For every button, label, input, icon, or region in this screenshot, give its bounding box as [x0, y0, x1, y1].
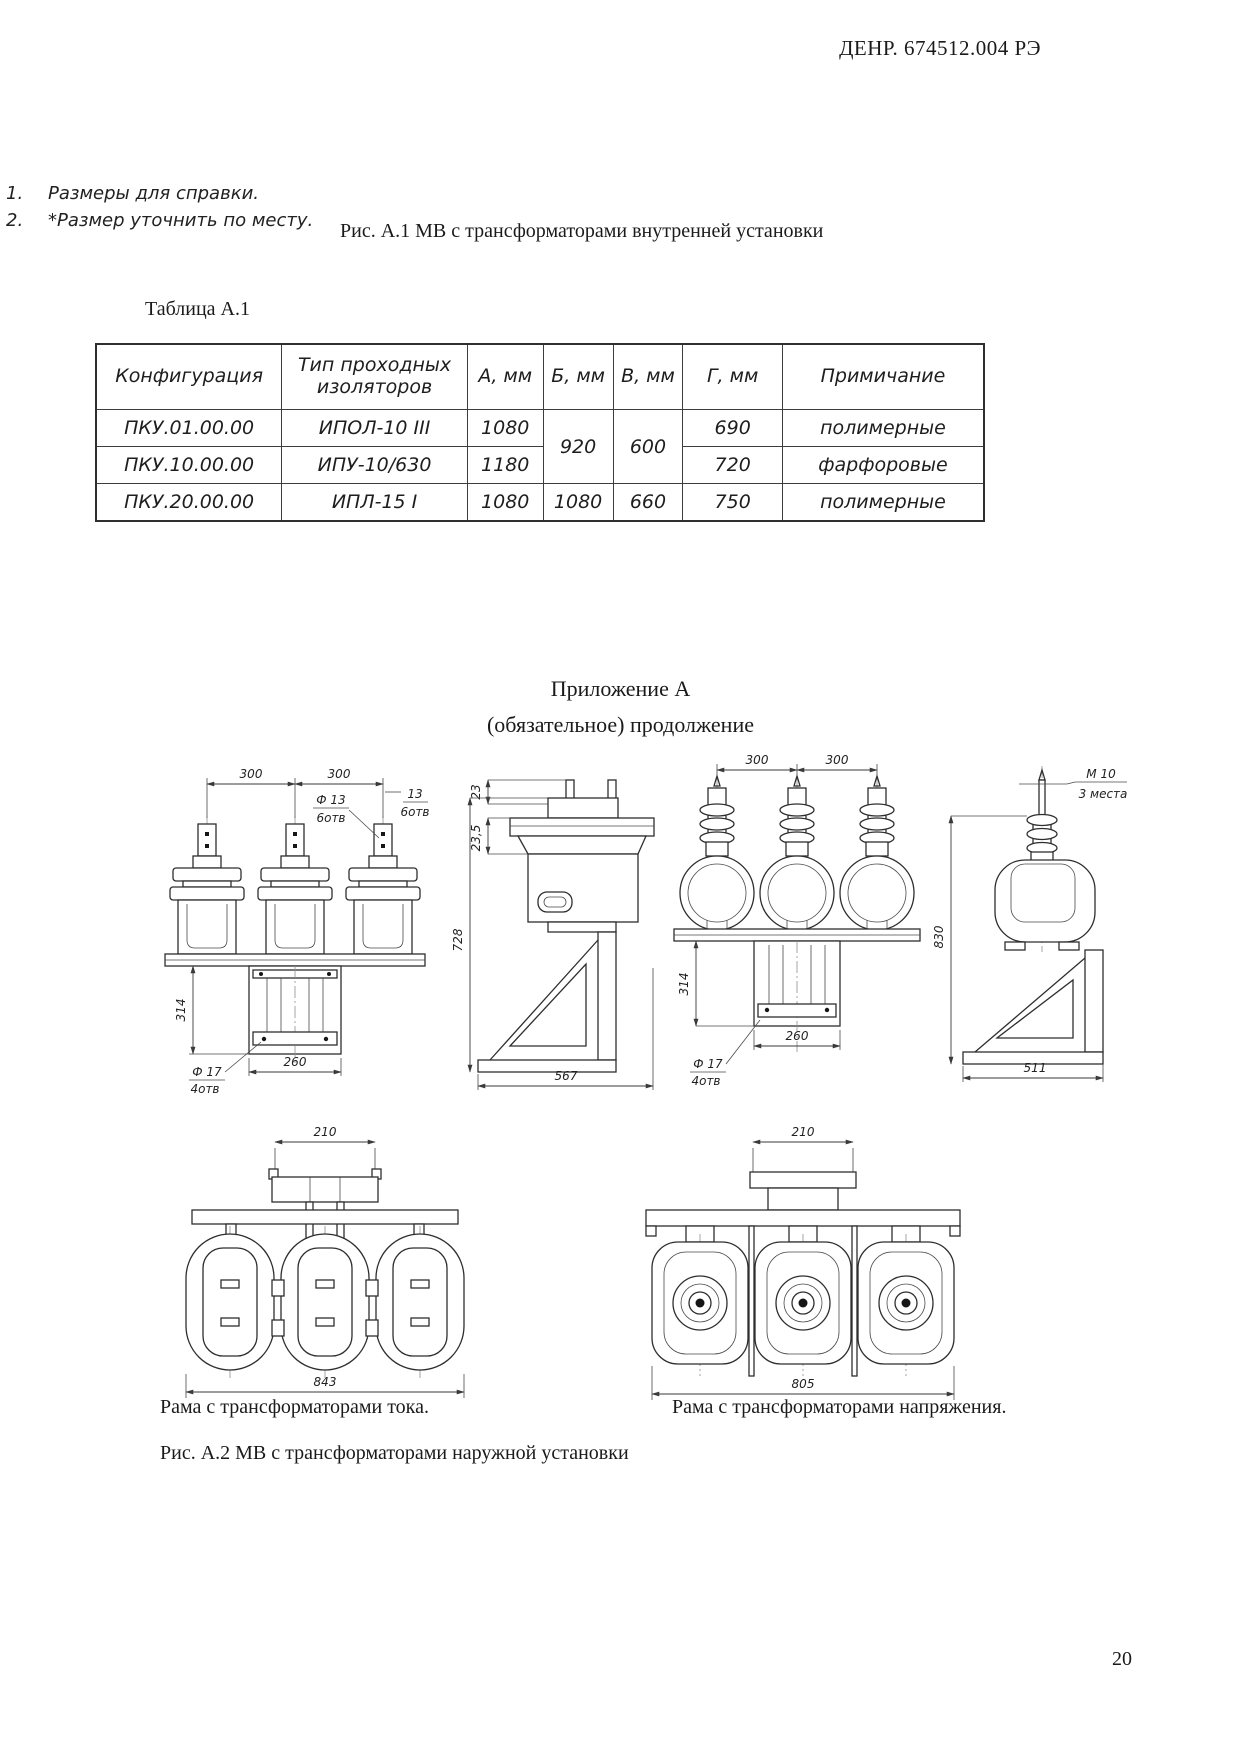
dim-height: 728: [451, 928, 465, 952]
hole-dia-label: Ф 17: [192, 1065, 222, 1079]
table-header-row: [96, 344, 984, 410]
table-cell: ИПУ-10/630: [282, 447, 468, 484]
dimensions-bottom: [652, 1366, 954, 1400]
table-row: [96, 410, 984, 447]
dim-offset-1: 23: [469, 784, 483, 800]
table-cell: ИПОЛ-10 III: [282, 410, 468, 447]
table-header-cell: Б, мм: [543, 344, 613, 410]
table-cell: ПКУ.01.00.00: [96, 410, 282, 447]
transformer-shapes: [186, 1226, 464, 1378]
dim-height: 314: [677, 972, 691, 996]
dim-width: 260: [785, 1029, 809, 1043]
dim-pitch: 210: [313, 1125, 337, 1139]
note-text: Размеры для справки.: [48, 183, 259, 204]
table-cell: 720: [683, 447, 783, 484]
hole-offset-label: 13: [407, 787, 423, 801]
drawing-ct-frame-bottom: [160, 1122, 490, 1422]
device-shapes: [510, 780, 654, 932]
hole-qty-label: 4отв: [190, 1082, 220, 1096]
thread-places-label: 3 места: [1078, 787, 1128, 801]
table-cell: фарфоровые: [782, 447, 984, 484]
dim-depth: 567: [554, 1069, 578, 1083]
hole-qty-label: 6отв: [400, 805, 430, 819]
table-cell: ИПЛ-15 I: [282, 484, 468, 522]
table-cell: полимерные: [782, 410, 984, 447]
table-cell: 1180: [467, 447, 543, 484]
note-number: 1.: [6, 183, 24, 204]
table-header-cell: А, мм: [467, 344, 543, 410]
page-number: 20: [1112, 1648, 1132, 1670]
vt-frame-caption: Рама с трансформаторами напряжения.: [672, 1396, 1007, 1418]
table-cell: 690: [683, 410, 783, 447]
drawing-insulator-frame-front: [145, 752, 445, 1097]
hole-dia-label: Ф 17: [693, 1057, 723, 1071]
document-code: ДЕНР. 674512.004 РЭ: [839, 36, 1041, 60]
drawing-vt-frame-bottom: [618, 1122, 988, 1422]
bracket-shapes: [963, 950, 1103, 1064]
table-cell: 750: [683, 484, 783, 522]
note-item-1: [6, 180, 313, 207]
transformer-shapes: [652, 1234, 954, 1376]
appendix-title: Приложение А: [550, 676, 691, 701]
dim-offset-2: 23,5: [469, 824, 483, 852]
dim-height: 830: [932, 925, 946, 949]
table-header-cell: Конфигурация: [96, 344, 282, 410]
dimensions-bottom: [186, 1374, 464, 1398]
transformer-shapes: [680, 776, 914, 936]
notes-list: [6, 180, 313, 234]
table-cell: 1080: [543, 484, 613, 522]
table-a1-title: Таблица А.1: [145, 298, 250, 320]
dim-width: 805: [791, 1377, 815, 1391]
note-text: *Размер уточнить по месту.: [48, 210, 314, 231]
dim-pitch-right: 300: [327, 767, 351, 781]
dimensions-top: [275, 1125, 375, 1180]
table-cell: ПКУ.20.00.00: [96, 484, 282, 522]
dim-depth: 511: [1023, 1061, 1047, 1075]
frame-shapes: [165, 954, 425, 1064]
table-header-cell: Примичание: [782, 344, 984, 410]
dim-width: 260: [283, 1055, 307, 1069]
table-cell: 920: [543, 410, 613, 484]
hole-qty-label: 4отв: [691, 1074, 721, 1088]
figure-a1-caption: Рис. А.1 МВ с трансформаторами внутренней установки: [340, 220, 824, 242]
table-cell: 660: [613, 484, 683, 522]
table-row: [96, 484, 984, 522]
figure-a2-caption: Рис. А.2 МВ с трансформаторами наружной установки: [160, 1442, 629, 1464]
ct-frame-caption: Рама с трансформаторами тока.: [160, 1396, 429, 1418]
appendix-subtitle: (обязательное) продолжение: [486, 712, 754, 737]
table-row: [96, 447, 984, 484]
table-a1: [95, 343, 985, 522]
insulator-shapes: [170, 816, 420, 962]
table-cell: полимерные: [782, 484, 984, 522]
bracket-shapes: [478, 932, 616, 1072]
table-header-cell: Тип проходных изоляторов: [282, 344, 468, 410]
dimensions-top: [753, 1125, 853, 1172]
table-header-cell: Г, мм: [683, 344, 783, 410]
hole-qty-label: 6отв: [316, 811, 346, 825]
drawing-vt-bracket-side: [932, 752, 1150, 1082]
drawing-insulator-bracket-side: [448, 760, 663, 1095]
dim-pitch-left: 300: [239, 767, 263, 781]
table-cell: 1080: [467, 484, 543, 522]
table-cell: 1080: [467, 410, 543, 447]
dim-pitch-right: 300: [825, 753, 849, 767]
dim-pitch-left: 300: [745, 753, 769, 767]
hole-dia-label: Ф 13: [316, 793, 346, 807]
table-cell: 600: [613, 410, 683, 484]
note-item-2: [6, 207, 313, 234]
note-number: 2.: [6, 210, 24, 231]
drawing-vt-frame-front: [662, 752, 932, 1097]
dim-height: 314: [174, 998, 188, 1022]
dim-pitch: 210: [791, 1125, 815, 1139]
table-cell: ПКУ.10.00.00: [96, 447, 282, 484]
dim-width: 843: [313, 1375, 337, 1389]
thread-label: М 10: [1086, 767, 1116, 781]
table-header-cell: В, мм: [613, 344, 683, 410]
